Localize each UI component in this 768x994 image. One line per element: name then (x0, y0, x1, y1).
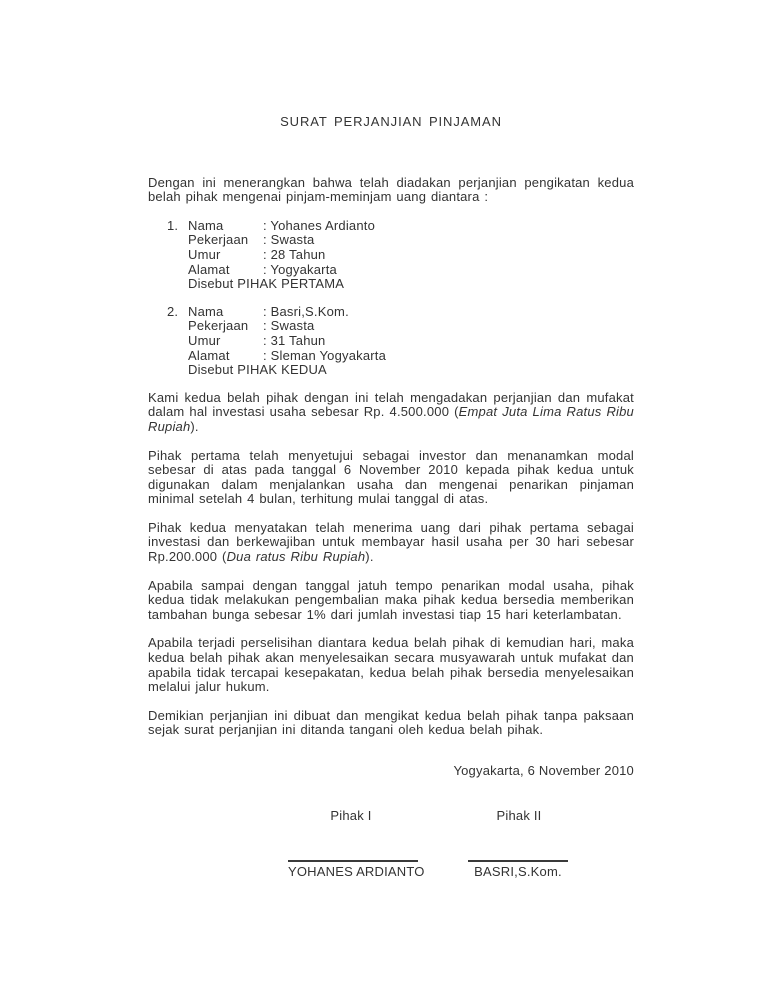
party-field-row (148, 305, 634, 320)
field-value: : Swasta (263, 232, 315, 248)
party-field-row (148, 349, 634, 364)
party-designation: Disebut PIHAK KEDUA (188, 362, 327, 378)
paragraph-dispute-resolution: Apabila terjadi perselisihan diantara kedua belah pihak di kemudian hari, maka kedua belah pihak akan menyelesaikan secara musyawarah untuk mufakat dan apabila tidak tercapai kesepakatan, kedua belah pihak bersedia menyelesaikan melalui jalur hukum. (148, 635, 634, 695)
document-title: SURAT PERJANJIAN PINJAMAN (280, 114, 502, 129)
party-field-row (148, 219, 634, 234)
paragraph-italic-amount: Empat Juta Lima Ratus Ribu Rupiah (148, 404, 634, 434)
signature-header-pihak-1: Pihak I (330, 807, 372, 823)
field-label: Pekerjaan (188, 232, 249, 248)
signature-name-pihak-1: YOHANES ARDIANTO (288, 860, 418, 880)
field-label: Umur (188, 332, 221, 348)
date-place-line: Yogyakarta, 6 November 2010 (453, 763, 634, 778)
field-label: Alamat (188, 347, 230, 363)
field-value: : Yogyakarta (263, 261, 337, 277)
party-field-row (148, 263, 634, 278)
field-value: : Yohanes Ardianto (263, 217, 376, 233)
field-label: Alamat (188, 261, 230, 277)
party-1-block (148, 219, 634, 292)
paragraph-text: Kami kedua belah pihak dengan ini telah mengadakan perjanjian dan mufakat dalam hal investasi usaha sebesar Rp. 4.500.000 ( (148, 389, 634, 420)
signature-block (148, 809, 634, 909)
paragraph-text: ). (190, 418, 199, 434)
field-value: : 28 Tahun (263, 246, 326, 262)
party-field-row (148, 319, 634, 334)
paragraph-payment-obligation (148, 521, 634, 565)
field-label: Nama (188, 217, 224, 233)
paragraph-late-penalty: Apabila sampai dengan tanggal jatuh tempo penarikan modal usaha, pihak kedua tidak melakukan pengembalian maka pihak kedua bersedia memberikan tambahan bunga sebesar 1% dari jumlah investasi tiap 15 hari keterlambatan. (148, 577, 634, 622)
paragraph-investor-terms: Pihak pertama telah menyetujui sebagai investor dan menanamkan modal sebesar di atas pada tanggal 6 November 2010 kepada pihak kedua untuk digunakan dalam menjalankan usaha dan mengenai penarikan pinjaman minimal setelah 4 bulan, terhitung mulai tanggal di atas. (148, 447, 634, 507)
field-value: : 31 Tahun (263, 332, 326, 348)
field-label: Umur (188, 246, 221, 262)
paragraph-text: ). (365, 549, 374, 565)
signature-header-pihak-2: Pihak II (496, 807, 542, 823)
signature-name-pihak-2: BASRI,S.Kom. (468, 860, 568, 880)
party-number: 2. (167, 303, 179, 319)
party-field-row (148, 233, 634, 248)
field-label: Nama (188, 303, 224, 319)
intro-paragraph: Dengan ini menerangkan bahwa telah diadakan perjanjian pengikatan kedua belah pihak mengenai pinjam-meminjam uang diantara : (148, 174, 634, 205)
party-number: 1. (167, 217, 179, 233)
party-field-row (148, 248, 634, 263)
party-field-row (148, 334, 634, 349)
paragraph-italic-amount: Dua ratus Ribu Rupiah (226, 549, 366, 565)
field-value: : Swasta (263, 318, 315, 334)
party-designation: Disebut PIHAK PERTAMA (188, 276, 345, 292)
paragraph-final-statement: Demikian perjanjian ini dibuat dan mengikat kedua belah pihak tanpa paksaan sejak surat perjanjian ini ditanda tangani oleh kedua belah pihak. (148, 707, 634, 738)
field-value: : Sleman Yogyakarta (263, 347, 387, 363)
party-2-block (148, 305, 634, 378)
field-value: : Basri,S.Kom. (263, 303, 349, 319)
paragraph-text: Pihak kedua menyatakan telah menerima uang dari pihak pertama sebagai investasi dan berkewajiban untuk membayar hasil usaha per 30 hari sebesar Rp.200.000 ( (148, 519, 634, 565)
field-label: Pekerjaan (188, 318, 249, 334)
paragraph-investment (148, 391, 634, 435)
